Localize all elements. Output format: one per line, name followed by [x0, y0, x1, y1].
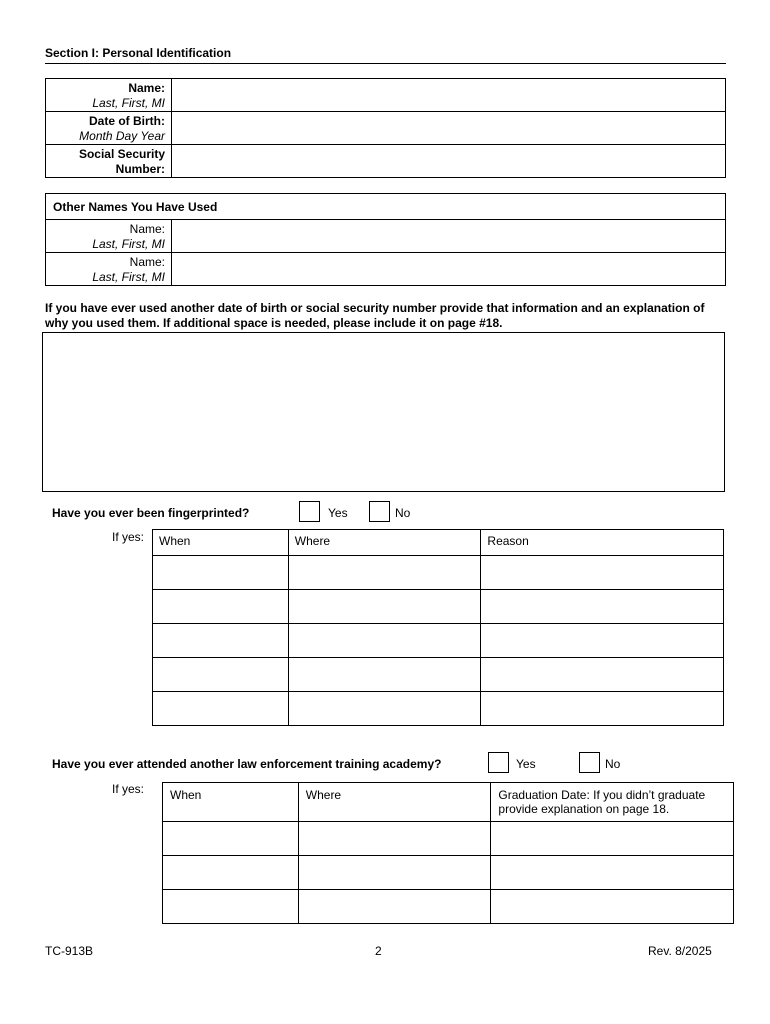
- table-cell[interactable]: [288, 624, 481, 658]
- form-id: TC-913B: [45, 944, 94, 958]
- section-title: Section I: Personal Identification: [45, 46, 232, 60]
- other-names-header: Other Names You Have Used: [46, 194, 726, 220]
- revision-date: Rev. 8/2025: [648, 944, 712, 958]
- table-cell[interactable]: [491, 890, 734, 924]
- table-row: [153, 590, 724, 624]
- dob-sublabel: Month Day Year: [79, 129, 165, 143]
- academy-yes-checkbox[interactable]: [488, 752, 509, 773]
- explanation-prompt: If you have ever used another date of birth or social security number provide that information and an explanation of why you used them. If additional space is needed, please include it on page #18.: [45, 301, 705, 330]
- other-name-row: [46, 220, 726, 253]
- identification-table: [45, 78, 726, 178]
- column-header-where: Where: [288, 530, 481, 556]
- table-row: [153, 658, 724, 692]
- table-cell[interactable]: [288, 692, 481, 726]
- table-cell[interactable]: [163, 890, 299, 924]
- academy-if-yes-label: If yes:: [112, 782, 145, 796]
- fingerprint-if-yes-label: If yes:: [112, 530, 145, 544]
- fingerprint-no-label: No: [395, 506, 411, 520]
- table-row: [163, 890, 734, 924]
- table-row: [163, 856, 734, 890]
- ssn-row: [46, 145, 726, 178]
- dob-field[interactable]: [172, 112, 726, 145]
- other-names-table: [45, 193, 726, 286]
- table-cell[interactable]: [153, 624, 289, 658]
- name-sublabel: Last, First, MI: [92, 96, 165, 110]
- table-cell[interactable]: [298, 890, 491, 924]
- table-cell[interactable]: [153, 692, 289, 726]
- academy-table: [162, 782, 734, 924]
- table-cell[interactable]: [288, 590, 481, 624]
- column-header-reason: Reason: [481, 530, 724, 556]
- table-cell[interactable]: [163, 822, 299, 856]
- fingerprint-no-checkbox[interactable]: [369, 501, 390, 522]
- other-name-field-1[interactable]: [172, 220, 726, 253]
- table-cell[interactable]: [163, 856, 299, 890]
- table-cell[interactable]: [288, 658, 481, 692]
- table-cell[interactable]: [481, 692, 724, 726]
- other-name-label: Name:: [129, 222, 165, 236]
- other-name-label-cell: [46, 253, 172, 286]
- table-cell[interactable]: [481, 658, 724, 692]
- ssn-sublabel: Number:: [115, 162, 165, 176]
- dob-label-cell: [46, 112, 172, 145]
- column-header-graduation-date: Graduation Date: If you didn’t graduate provide explanation on page 18.: [491, 783, 734, 822]
- other-name-row: [46, 253, 726, 286]
- academy-no-checkbox[interactable]: [579, 752, 600, 773]
- other-name-sublabel: Last, First, MI: [92, 237, 165, 251]
- other-name-sublabel: Last, First, MI: [92, 270, 165, 284]
- table-row: [153, 692, 724, 726]
- table-cell[interactable]: [481, 624, 724, 658]
- table-cell[interactable]: [153, 658, 289, 692]
- fingerprint-table: [152, 529, 724, 726]
- table-cell[interactable]: [298, 822, 491, 856]
- name-field[interactable]: [172, 79, 726, 112]
- table-cell[interactable]: [153, 556, 289, 590]
- other-name-label: Name:: [129, 255, 165, 269]
- name-label-cell: [46, 79, 172, 112]
- table-cell[interactable]: [153, 590, 289, 624]
- other-name-field-2[interactable]: [172, 253, 726, 286]
- ssn-label-cell: [46, 145, 172, 178]
- section-divider: [45, 63, 726, 64]
- table-header-row: [163, 783, 734, 822]
- academy-question: Have you ever attended another law enforcement training academy?: [52, 757, 442, 771]
- column-header-when: When: [163, 783, 299, 822]
- ssn-field[interactable]: [172, 145, 726, 178]
- table-cell[interactable]: [481, 590, 724, 624]
- dob-label: Date of Birth:: [89, 114, 165, 128]
- column-header-when: When: [153, 530, 289, 556]
- table-cell[interactable]: [481, 556, 724, 590]
- column-header-where: Where: [298, 783, 491, 822]
- other-name-label-cell: [46, 220, 172, 253]
- table-row: [153, 556, 724, 590]
- other-names-header-row: [46, 194, 726, 220]
- table-cell[interactable]: [298, 856, 491, 890]
- explanation-textarea[interactable]: [42, 332, 725, 492]
- page-number: 2: [375, 944, 382, 958]
- fingerprint-question: Have you ever been fingerprinted?: [52, 506, 250, 520]
- table-row: [153, 624, 724, 658]
- academy-yes-label: Yes: [516, 757, 536, 771]
- table-header-row: [153, 530, 724, 556]
- table-cell[interactable]: [288, 556, 481, 590]
- dob-row: [46, 112, 726, 145]
- name-row: [46, 79, 726, 112]
- fingerprint-yes-label: Yes: [328, 506, 348, 520]
- table-cell[interactable]: [491, 822, 734, 856]
- table-cell[interactable]: [491, 856, 734, 890]
- academy-no-label: No: [605, 757, 621, 771]
- table-row: [163, 822, 734, 856]
- ssn-label: Social Security: [78, 147, 165, 161]
- name-label: Name:: [128, 81, 165, 95]
- fingerprint-yes-checkbox[interactable]: [299, 501, 320, 522]
